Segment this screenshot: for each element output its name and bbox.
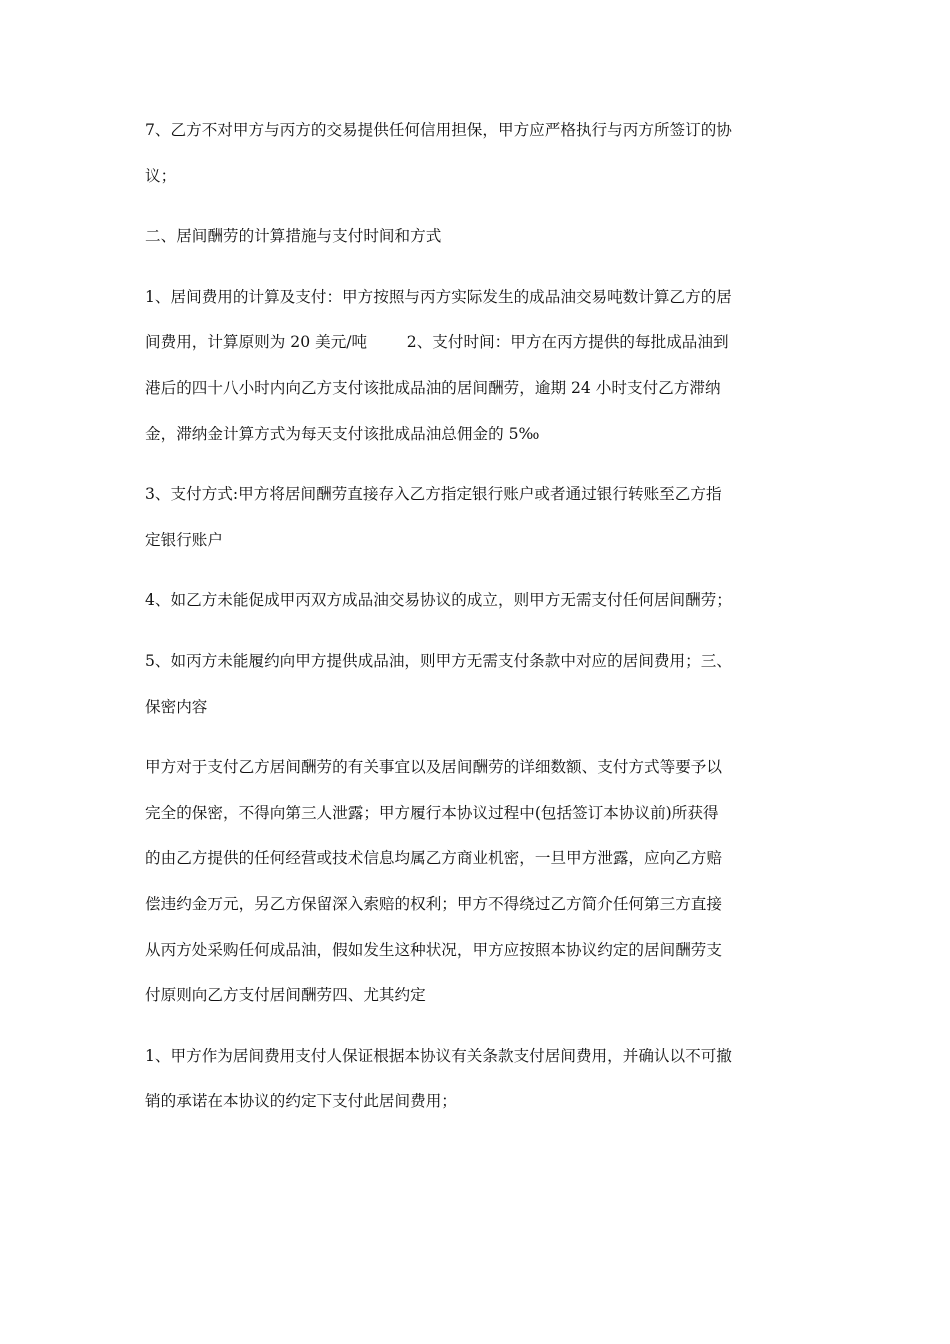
paragraph-fee-calculation: [145, 275, 807, 457]
document-body: [145, 108, 807, 1140]
text-line: 金，滞纳金计算方式为每天支付该批成品油总佣金的 5‰: [145, 424, 540, 443]
text-line: 甲方对于支付乙方居间酬劳的有关事宜以及居间酬劳的详细数额、支付方式等要予以: [145, 758, 722, 777]
paragraph-item-7: [145, 108, 807, 199]
text-line: 二、居间酬劳的计算措施与支付时间和方式: [145, 227, 442, 246]
text-line: 偿违约金万元，另乙方保留深入索赔的权利；甲方不得绕过乙方简介任何第三方直接: [145, 894, 722, 913]
text-line: 销的承诺在本协议的约定下支付此居间费用；: [145, 1092, 457, 1111]
text-line: 5、如丙方未能履约向甲方提供成品油，则甲方无需支付条款中对应的居间费用；三、: [145, 651, 732, 670]
text-line: 1、居间费用的计算及支付：甲方按照与丙方实际发生的成品油交易吨数计算乙方的居: [145, 287, 732, 306]
section-heading-commission: [145, 214, 807, 260]
text-line: 议；: [145, 166, 177, 185]
paragraph-item-5: [145, 639, 807, 730]
text-line: 港后的四十八小时内向乙方支付该批成品油的居间酬劳，逾期 24 小时支付乙方滞纳: [145, 378, 721, 397]
paragraph-payment-method: [145, 472, 807, 563]
text-line: 3、支付方式:甲方将居间酬劳直接存入乙方指定银行账户或者通过银行转账至乙方指: [145, 485, 722, 504]
text-line: 7、乙方不对甲方与丙方的交易提供任何信用担保，甲方应严格执行与丙方所签订的协: [145, 121, 732, 139]
text-line: 1、甲方作为居间费用支付人保证根据本协议有关条款支付居间费用，并确认以不可撤: [145, 1046, 732, 1065]
text-line: 付原则向乙方支付居间酬劳四、尤其约定: [145, 986, 426, 1005]
text-line: 定银行账户: [145, 530, 223, 549]
paragraph-special-item-1: [145, 1034, 807, 1125]
text-line: 间费用，计算原则为 20 美元/吨 2、支付时间：甲方在丙方提供的每批成品油到: [145, 333, 729, 352]
text-line: 完全的保密，不得向第三人泄露；甲方履行本协议过程中(包括签订本协议前)所获得: [145, 803, 719, 822]
paragraph-item-4: [145, 578, 807, 624]
text-line: 保密内容: [145, 697, 208, 716]
text-line: 从丙方处采购任何成品油，假如发生这种状况，甲方应按照本协议约定的居间酬劳支: [145, 940, 722, 959]
text-line: 4、如乙方未能促成甲丙双方成品油交易协议的成立，则甲方无需支付任何居间酬劳；: [145, 591, 732, 610]
paragraph-confidentiality: [145, 745, 807, 1019]
text-line: 的由乙方提供的任何经营或技术信息均属乙方商业机密，一旦甲方泄露，应向乙方赔: [145, 849, 722, 868]
